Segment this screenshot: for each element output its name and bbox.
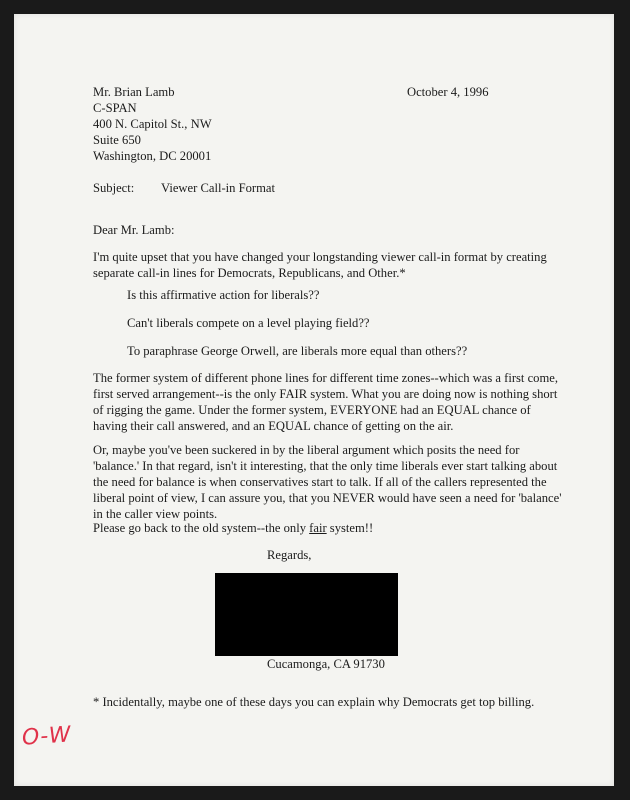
paragraph-line: 'balance.' In that regard, isn't it interesting, that the only time liberals ever start talking about xyxy=(93,459,558,473)
recipient-street: 400 N. Capitol St., NW xyxy=(93,117,212,131)
intro-line: I'm quite upset that you have changed your longstanding viewer call-in format by creating xyxy=(93,250,547,264)
recipient-org: C-SPAN xyxy=(93,101,137,115)
question-1: Is this affirmative action for liberals?? xyxy=(127,288,320,302)
intro-line: separate call-in lines for Democrats, Republicans, and Other.* xyxy=(93,266,406,280)
question-2: Can't liberals compete on a level playing field?? xyxy=(127,316,370,330)
regards: Regards, xyxy=(267,548,312,562)
paragraph-line: of rigging the game. Under the former system, EVERYONE had an EQUAL chance of xyxy=(93,403,531,417)
recipient-name: Mr. Brian Lamb xyxy=(93,85,175,99)
body-paragraph-3 xyxy=(93,442,561,522)
intro-paragraph xyxy=(93,249,547,281)
paragraph-line: in the caller view points. xyxy=(93,507,218,521)
paragraph-line: the need for balance is when conservatives start to talk. If all of the callers represented the xyxy=(93,475,547,489)
recipient-city: Washington, DC 20001 xyxy=(93,149,212,163)
letter-page xyxy=(14,14,614,786)
closing-text: Please go back to the old system--the only xyxy=(93,521,310,535)
subject-label: Subject: xyxy=(93,181,135,195)
closing-emphasis: fair xyxy=(309,521,327,535)
paragraph-line: liberal point of view, I can assure you, that you NEVER would have seen a need for 'balance' xyxy=(93,491,562,505)
question-3: To paraphrase George Orwell, are liberals more equal than others?? xyxy=(127,344,468,358)
salutation: Dear Mr. Lamb: xyxy=(93,223,175,237)
paragraph-line: Or, maybe you've been suckered in by the liberal argument which posits the need for xyxy=(93,443,520,457)
body-paragraph-2 xyxy=(93,370,558,434)
paragraph-line: first served arrangement--is the only FAIR system. What you are doing now is nothing short xyxy=(93,387,558,401)
letter-date: October 4, 1996 xyxy=(407,85,489,99)
footnote: * Incidentally, maybe one of these days you can explain why Democrats get top billing. xyxy=(93,695,535,709)
paragraph-line: having their call answered, and an EQUAL chance of getting on the air. xyxy=(93,419,454,433)
sender-location: Cucamonga, CA 91730 xyxy=(267,657,385,671)
subject-value: Viewer Call-in Format xyxy=(161,181,275,195)
closing-request xyxy=(93,520,373,536)
recipient-suite: Suite 650 xyxy=(93,133,141,147)
handwritten-note: O-W xyxy=(21,722,73,751)
closing-text-end: system!! xyxy=(326,521,374,535)
redacted-signature-block xyxy=(215,573,398,656)
paragraph-line: The former system of different phone lines for different time zones--which was a first come, xyxy=(93,371,558,385)
